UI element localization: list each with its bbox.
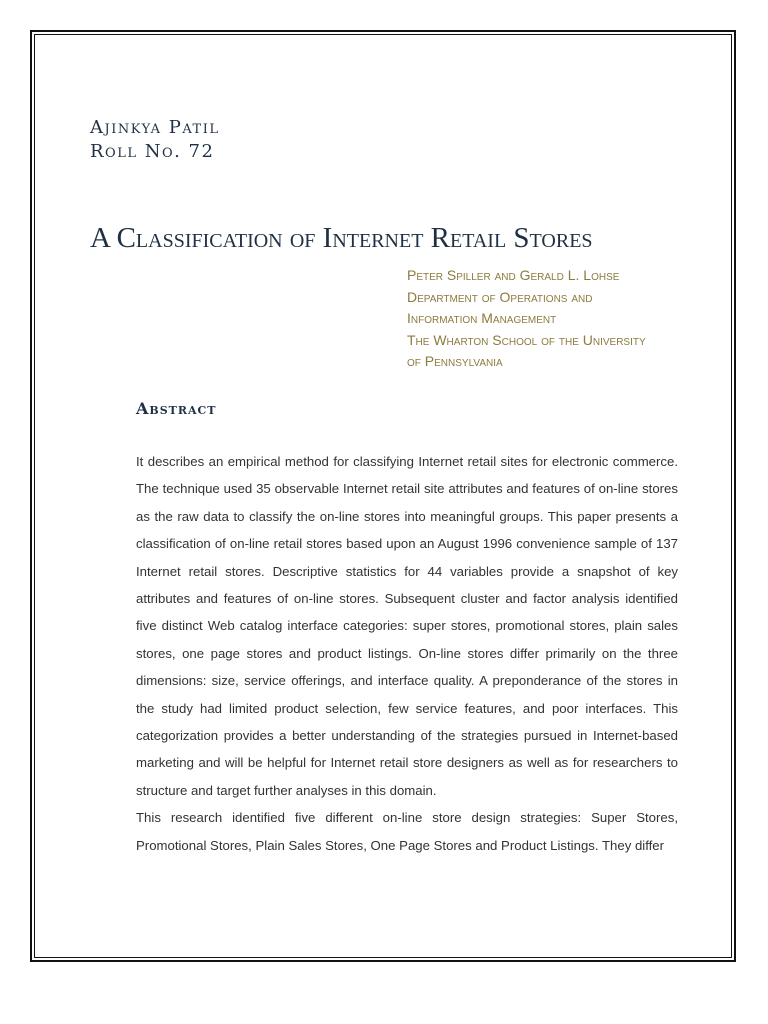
affiliation-line: The Wharton School of the University [407, 331, 646, 348]
abstract-body [136, 448, 678, 859]
author-name: Ajinkya Patil [90, 117, 220, 138]
abstract-heading: Abstract [136, 399, 217, 418]
abstract-paragraph: It describes an empirical method for classifying Internet retail sites for electronic commerce. The technique used 35 observable Internet retail site attributes and features of on-line stores as the raw data to classify the on-line stores into meaningful groups. This paper presents a classification of on-line retail stores based upon an August 1996 convenience sample of 137 Internet retail stores. Descriptive statistics for 44 variables provide a snapshot of key attributes and features of on-line stores. Subsequent cluster and factor analysis identified five distinct Web catalog interface categories: super stores, promotional stores, plain sales stores, one page stores and product listings. On-line stores differ primarily on the three dimensions: size, service offerings, and interface quality. A preponderance of the stores in the study had limited product selection, few service features, and poor interfaces. This categorization provides a better understanding of the strategies pursued in Internet-based marketing and will be helpful for Internet retail store designers as well as for researchers to structure and target further analyses in this domain. [136, 454, 678, 798]
affiliation-line: of Pennsylvania [407, 353, 503, 369]
author-roll: Roll No. 72 [90, 141, 215, 162]
affiliation-block [407, 265, 697, 373]
affiliation-line: Peter Spiller and Gerald L. Lohse [407, 267, 620, 283]
author-block [90, 116, 220, 164]
affiliation-line: Department of Operations and [407, 288, 593, 305]
abstract-paragraph: This research identified five different on-line store design strategies: Super Stores, Promotional Stores, Plain Sales Stores, One Page Stores and Product Listings. They differ [136, 810, 678, 853]
affiliation-line: Information Management [407, 310, 557, 326]
paper-title: A Classification of Internet Retail Stores [90, 222, 593, 254]
